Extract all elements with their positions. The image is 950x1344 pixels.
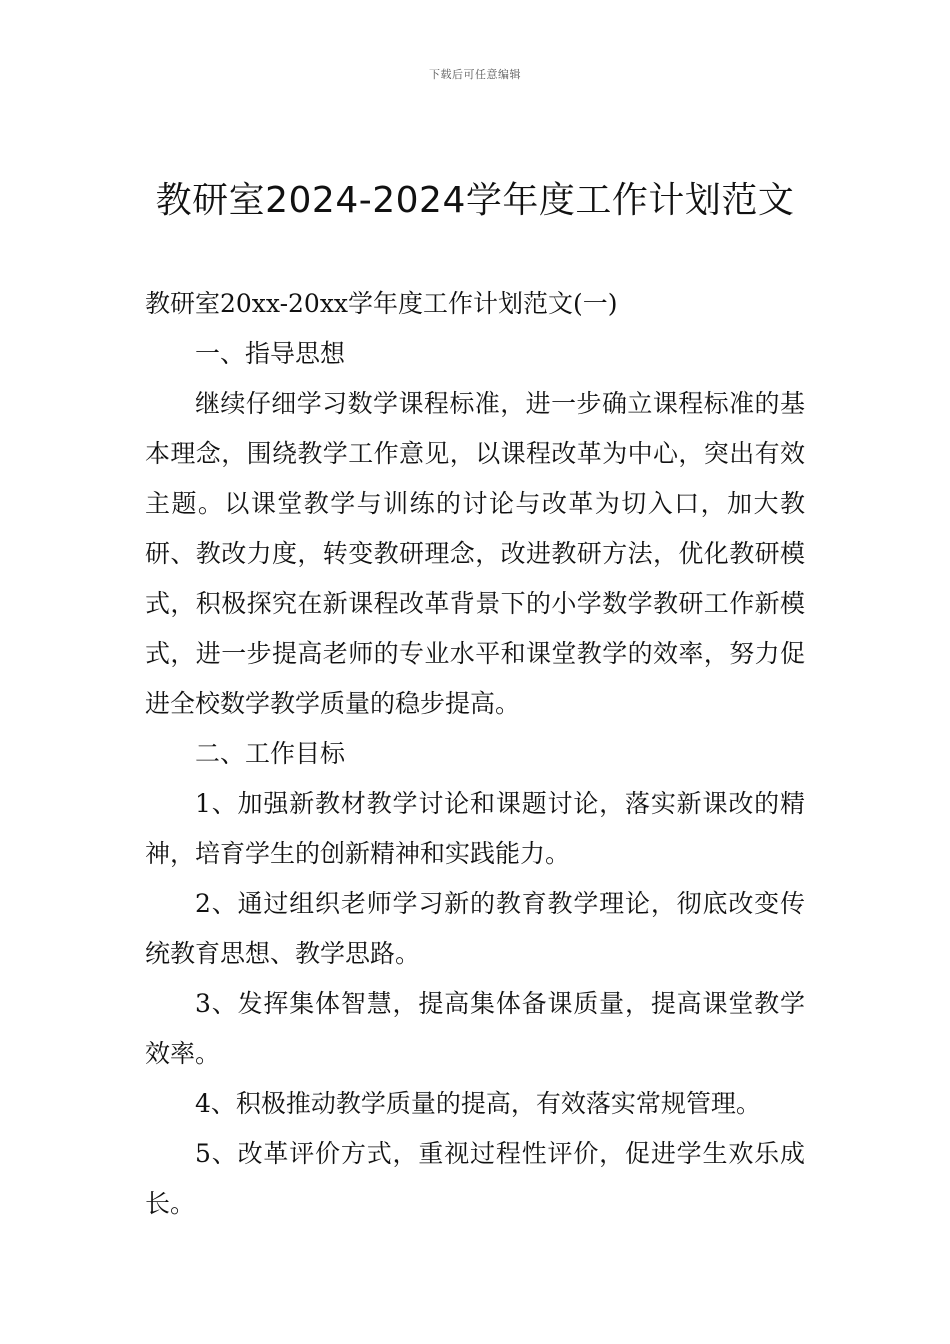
section-heading: 二、工作目标 (195, 739, 346, 768)
list-item: 3、发挥集体智慧，提高集体备课质量，提高课堂教学效率。 (145, 989, 805, 1068)
document-title: 教研室2024-2024学年度工作计划范文 (155, 180, 795, 221)
list-item: 4、积极推动教学质量的提高，有效落实常规管理。 (195, 1089, 761, 1118)
list-item: 2、通过组织老师学习新的教育教学理论，彻底改变传统教育思想、教学思路。 (145, 889, 805, 968)
list-item: 5、改革评价方式，重视过程性评价，促进学生欢乐成长。 (145, 1139, 805, 1218)
section-heading: 一、指导思想 (195, 339, 346, 368)
header-note: 下载后可任意编辑 (429, 68, 521, 81)
list-item: 1、加强新教材教学讨论和课题讨论，落实新课改的精神，培育学生的创新精神和实践能力。 (145, 789, 805, 868)
document-body (145, 279, 805, 1229)
paragraph: 继续仔细学习数学课程标准，进一步确立课程标准的基本理念，围绕教学工作意见，以课程改革为中心，突出有效主题。以课堂教学与训练的讨论与改革为切入口，加大教研、教改力度，转变教研理念，改进教研方法，优化教研模式，积极探究在新课程改革背景下的小学数学教研工作新模式，进一步提高老师的专业水平和课堂教学的效率，努力促进全校数学教学质量的稳步提高。 (145, 389, 805, 718)
document-subtitle: 教研室20xx-20xx学年度工作计划范文(一) (145, 289, 618, 318)
